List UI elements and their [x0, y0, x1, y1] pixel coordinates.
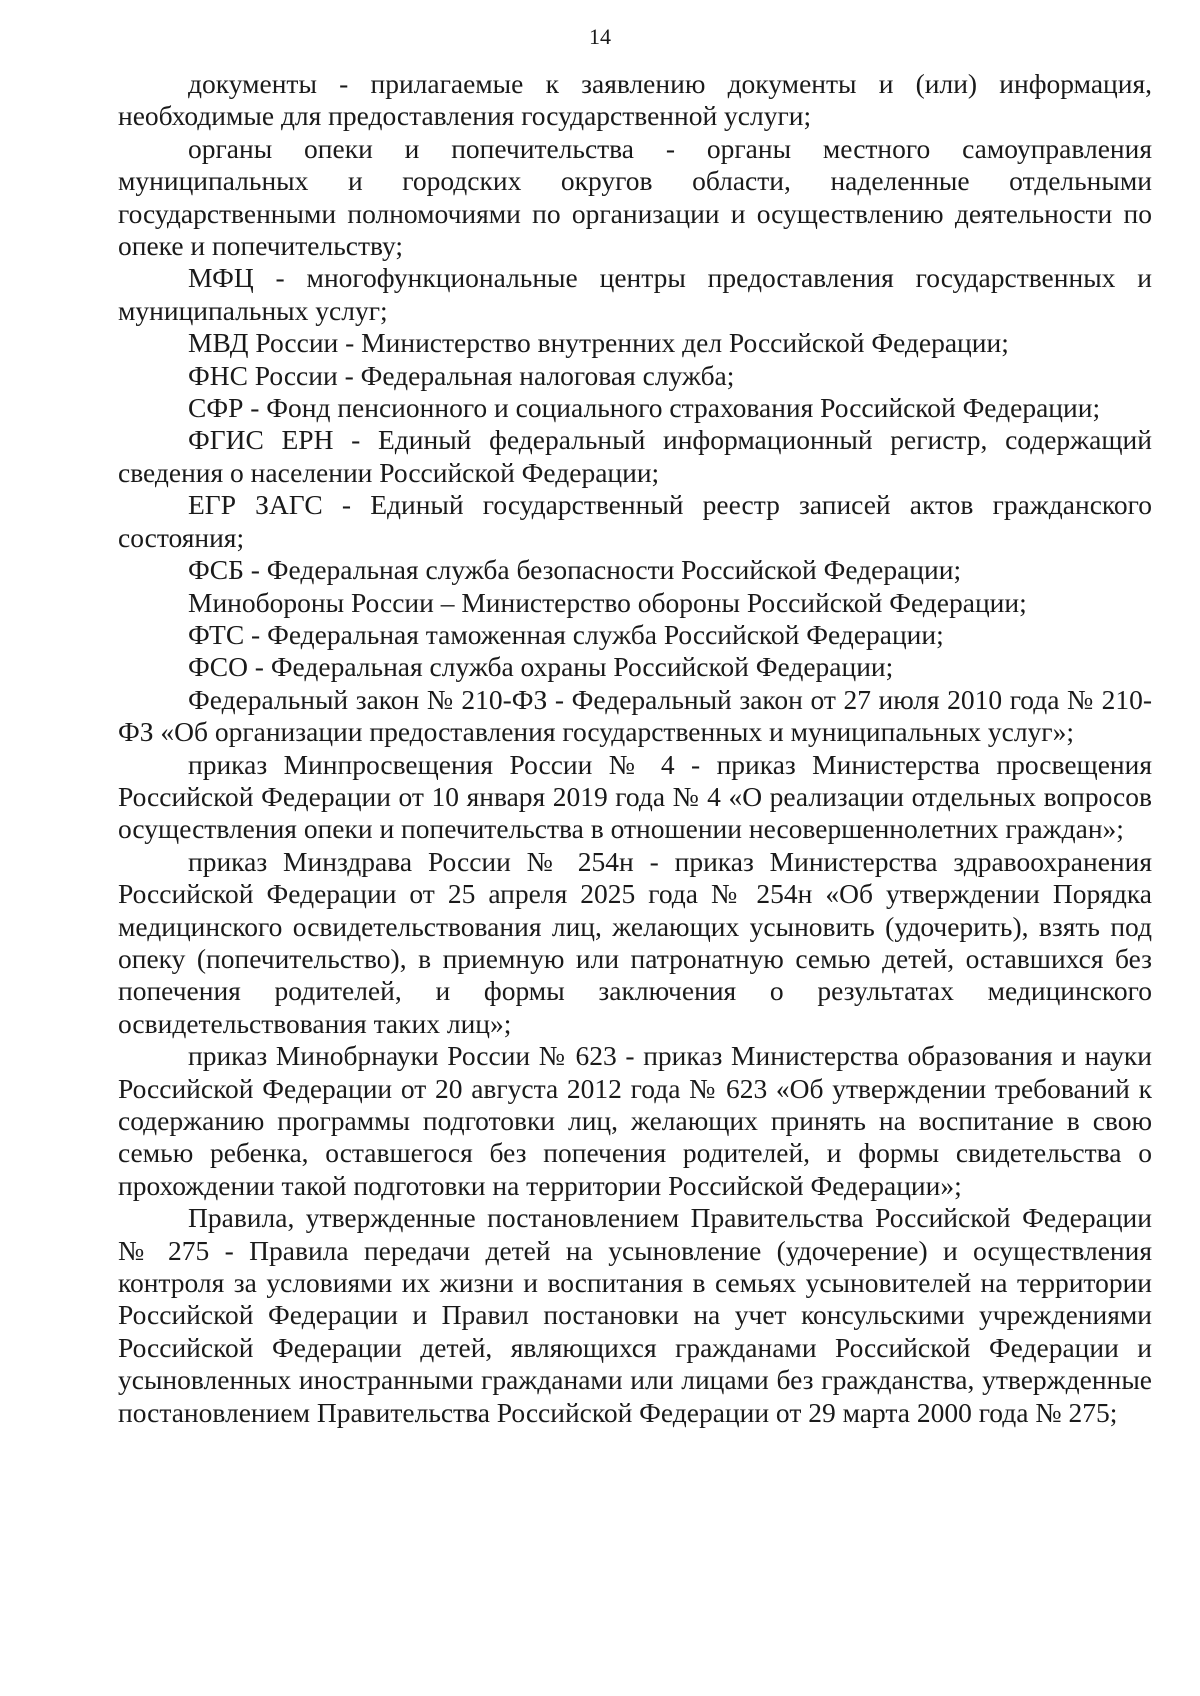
definition-fgis-ern: ФГИС ЕРН - Единый федеральный информационный регистр, содержащий сведения о населении Российской Федерации;: [118, 424, 1152, 488]
definition-guardianship-bodies: органы опеки и попечительства - органы местного самоуправления муниципальных и городских округов области, наделенные отдельными государственными полномочиями по организации и осуществлению деятельности по опеке и попечительству;: [118, 132, 1152, 262]
definition-sfr: СФР - Фонд пенсионного и социального страхования Российской Федерации;: [188, 392, 1101, 424]
definition-order-minprosveshcheniya-4: приказ Минпросвещения России № 4 - приказ Министерства просвещения Российской Федерации от 10 января 2019 года № 4 «О реализации отдельных вопросов осуществления опеки и попечительства в отношении несовершеннолетних граждан»;: [118, 748, 1152, 845]
definition-fts: ФТС - Федеральная таможенная служба Российской Федерации;: [188, 618, 944, 650]
definition-order-minzdrav-254n: приказ Минздрава России № 254н - приказ Министерства здравоохранения Российской Федерации от 25 апреля 2025 года № 254н «Об утверждении Порядка медицинского освидетельствования лиц, желающих усыновить (удочерить), взять под опеку (попечительство), в приемную или патронатную семью детей, оставшихся без попечения родителей, и формы заключения о результатах медицинского освидетельствования таких лиц»;: [118, 845, 1152, 1039]
definition-rules-275: Правила, утвержденные постановлением Правительства Российской Федерации № 275 - Правила передачи детей на усыновление (удочерение) и осуществления контроля за условиями их жизни и воспитания в семьях усыновителей на территории Российской Федерации и Правил постановки на учет консульскими учреждениями Российской Федерации детей, являющихся гражданами Российской Федерации и усыновленных иностранными гражданами или лицами без гражданства, утвержденные постановлением Правительства Российской Федерации от 29 марта 2000 года № 275;: [118, 1202, 1152, 1428]
definition-fsb: ФСБ - Федеральная служба безопасности Российской Федерации;: [188, 554, 962, 586]
definition-fso: ФСО - Федеральная служба охраны Российской Федерации;: [188, 651, 894, 683]
page-number: 14: [589, 24, 611, 49]
definition-order-minobrnauki-623: приказ Минобрнауки России № 623 - приказ Министерства образования и науки Российской Федерации от 20 августа 2012 года № 623 «Об утверждении требований к содержанию программы подготовки лиц, желающих принять на воспитание в свою семью ребенка, оставшегося без попечения родителей, и формы свидетельства о прохождении такой подготовки на территории Российской Федерации»;: [118, 1040, 1152, 1201]
definition-law-210: Федеральный закон № 210-ФЗ - Федеральный закон от 27 июля 2010 года № 210-ФЗ «Об организации предоставления государственных и муниципальных услуг»;: [118, 683, 1152, 748]
definition-egr-zags: ЕГР ЗАГС - Единый государственный реестр записей актов гражданского состояния;: [118, 489, 1152, 553]
definition-documents: документы - прилагаемые к заявлению документы и (или) информация, необходимые для предоставления государственной услуги;: [118, 68, 1152, 132]
definition-fns: ФНС России - Федеральная налоговая служба;: [188, 359, 735, 391]
definition-mvd: МВД России - Министерство внутренних дел Российской Федерации;: [188, 327, 1009, 359]
document-body: [118, 68, 1152, 1429]
definition-mfc: МФЦ - многофункциональные центры предоставления государственных и муниципальных услуг;: [118, 262, 1152, 326]
definition-minoborony: Минобороны России – Министерство обороны Российской Федерации;: [188, 586, 1027, 618]
